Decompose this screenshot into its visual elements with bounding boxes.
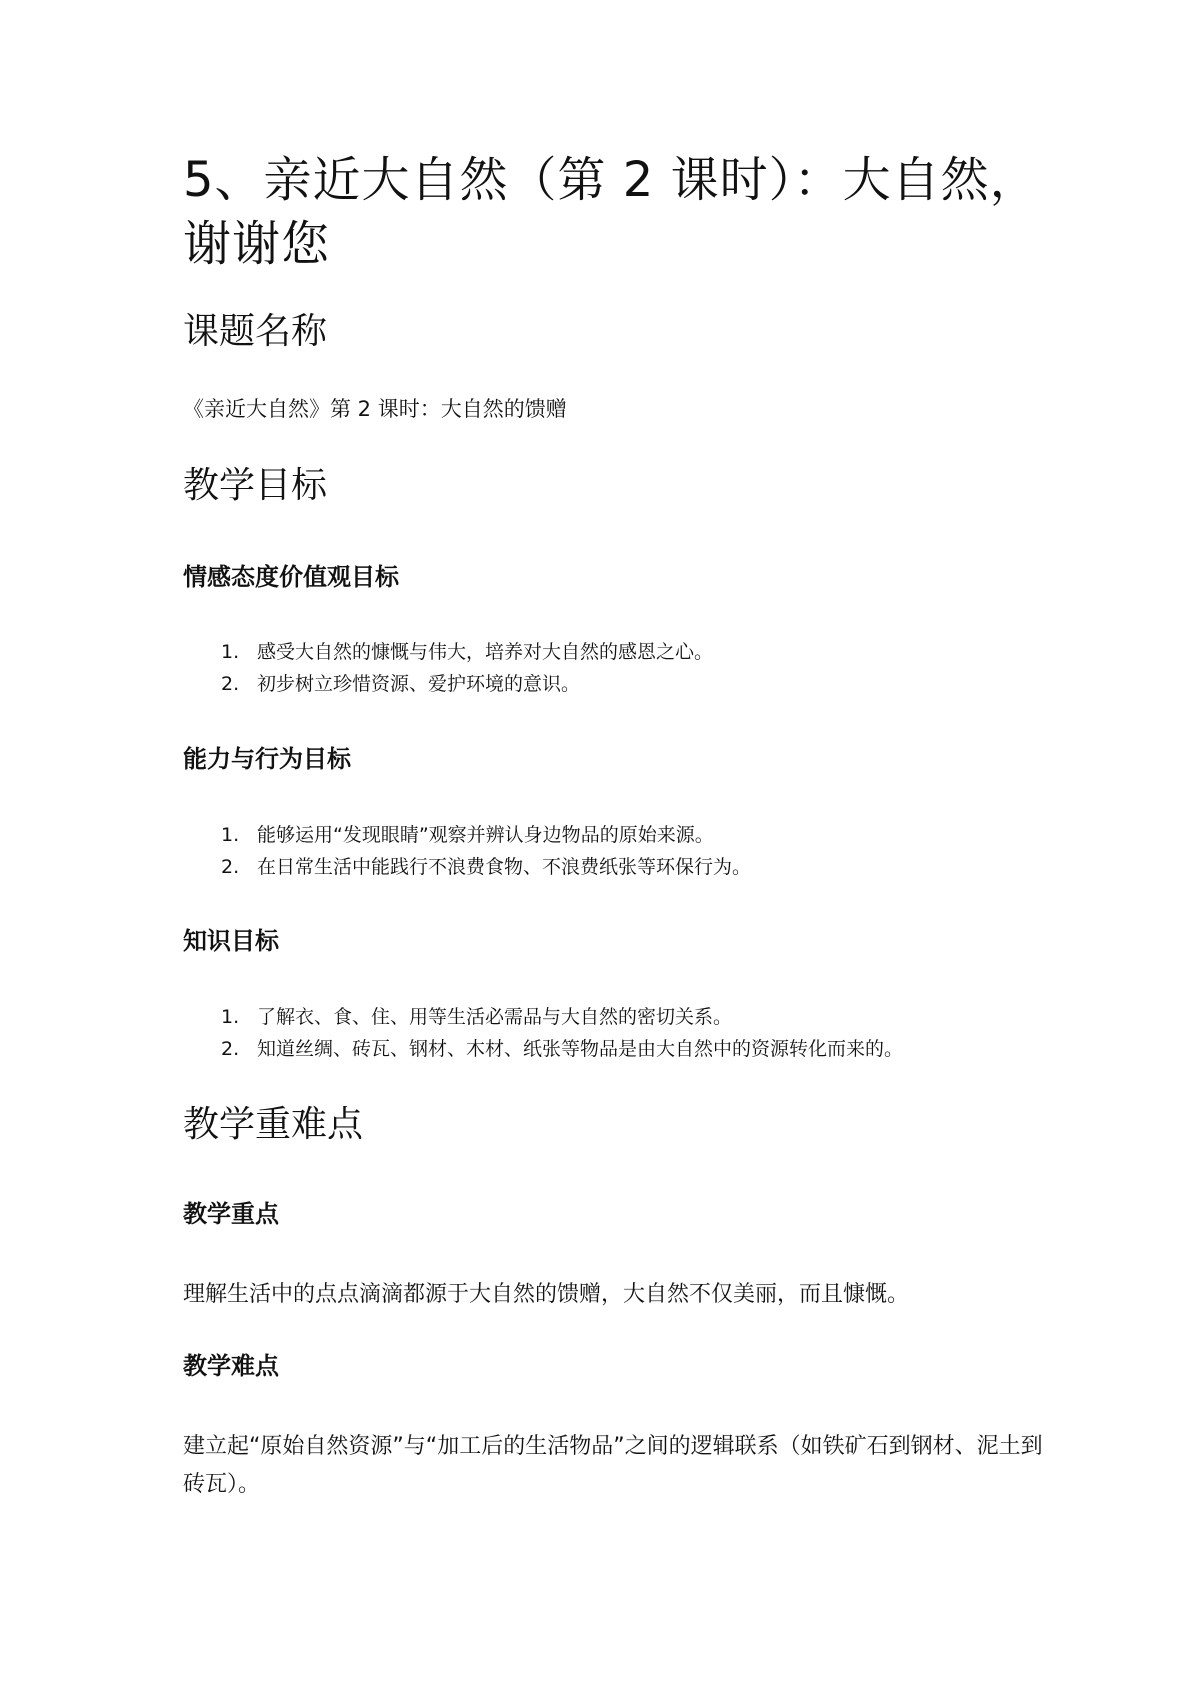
section-heading-topic: 课题名称 — [183, 311, 328, 352]
focus-text: 理解生活中的点点滴滴都源于大自然的馈赠，大自然不仅美丽，而且慷慨。 — [183, 1282, 910, 1307]
subheading-knowledge-objectives: 知识目标 — [183, 927, 279, 955]
list-item-text: 了解衣、食、住、用等生活必需品与大自然的密切关系。 — [257, 1006, 733, 1028]
list-item-text: 感受大自然的慷慨与伟大，培养对大自然的感恩之心。 — [257, 641, 714, 663]
list-item-text: 在日常生活中能践行不浪费食物、不浪费纸张等环保行为。 — [257, 856, 752, 878]
difficulty-text: 建立起“原始自然资源”与“加工后的生活物品”之间的逻辑联系（如铁矿石到钢材、泥土到砖瓦）。 — [183, 1434, 1043, 1497]
subheading-emotion-objectives: 情感态度价值观目标 — [183, 563, 399, 591]
section-heading-keypoints: 教学重难点 — [183, 1104, 364, 1145]
page-title: 5、亲近大自然（第 2 课时）：大自然，谢谢您 — [183, 152, 1039, 272]
list-number: 2. — [221, 856, 240, 878]
list-number: 2. — [221, 1038, 240, 1060]
list-item — [221, 1033, 903, 1065]
ability-objectives-list — [221, 819, 751, 883]
list-item-text: 能够运用“发现眼睛”观察并辨认身边物品的原始来源。 — [257, 824, 714, 846]
list-item — [221, 636, 713, 668]
list-item-text: 初步树立珍惜资源、爱护环境的意识。 — [257, 673, 581, 695]
subheading-ability-objectives: 能力与行为目标 — [183, 745, 351, 773]
emotion-objectives-list — [221, 636, 713, 700]
list-number: 1. — [221, 641, 240, 663]
list-number: 1. — [221, 1006, 240, 1028]
list-item — [221, 851, 751, 883]
list-number: 2. — [221, 673, 240, 695]
subheading-difficulty: 教学难点 — [183, 1352, 279, 1380]
list-item-text: 知道丝绸、砖瓦、钢材、木材、纸张等物品是由大自然中的资源转化而来的。 — [257, 1038, 904, 1060]
list-item — [221, 668, 713, 700]
section-heading-objectives: 教学目标 — [183, 465, 328, 506]
subheading-focus: 教学重点 — [183, 1200, 279, 1228]
list-item — [221, 819, 751, 851]
knowledge-objectives-list — [221, 1001, 903, 1065]
topic-text: 《亲近大自然》第 2 课时：大自然的馈赠 — [183, 397, 567, 421]
list-number: 1. — [221, 824, 240, 846]
list-item — [221, 1001, 903, 1033]
